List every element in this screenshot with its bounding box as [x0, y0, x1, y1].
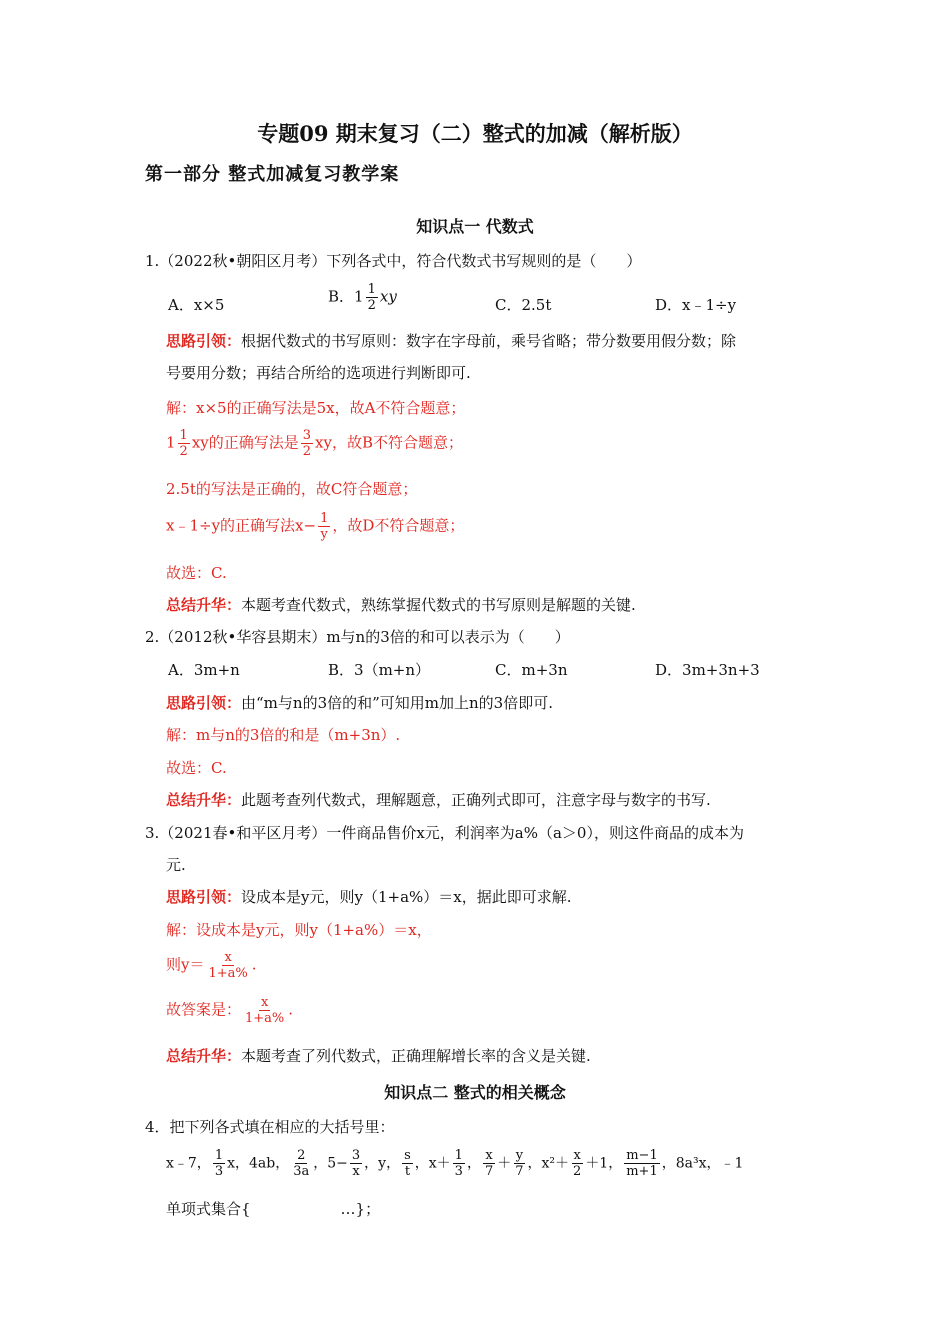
fraction-denominator: 3a [293, 1164, 310, 1179]
answer-text: 故答案是： [166, 1000, 242, 1019]
summary-label: 总结升华： [166, 791, 242, 809]
fraction-numerator: 1 [367, 282, 376, 297]
q3-stem: 3.（2021春•和平区月考）一件商品售价x元，利润率为a%（a＞0），则这件商品的成本为 [145, 824, 744, 842]
q1-option-b [328, 282, 397, 313]
fraction-denominator: x [352, 1164, 360, 1179]
fraction-numerator: 1 [214, 1148, 224, 1163]
q2-summary [166, 789, 711, 811]
q1-solution-2 [166, 428, 463, 459]
expr-text: ＋1， [585, 1155, 623, 1172]
q1-summary [166, 594, 636, 616]
fraction-numerator: 2 [297, 1148, 306, 1163]
fraction-numerator: s [404, 1148, 411, 1163]
fraction-denominator: 3 [214, 1164, 224, 1179]
q1-stem: 1.（2022秋•朝阳区月考）下列各式中，符合代数式书写规则的是（ ） [145, 252, 642, 270]
fraction-denominator: 7 [484, 1164, 494, 1179]
q2-option-b: B．3（m+n） [328, 661, 431, 679]
idea-text: 根据代数式的书写原则：数字在字母前，乘号省略；带分数要用假分数；除 [241, 332, 737, 350]
idea-label: 思路引领： [166, 694, 242, 712]
fraction-denominator: m+1 [626, 1164, 658, 1179]
expr-fraction [350, 1148, 362, 1179]
q2-choose: 故选：C. [166, 759, 227, 777]
expr-text: ，x＋ [414, 1155, 451, 1172]
expr-text: x﹣7， [166, 1155, 211, 1172]
q1-option-c: C．2.5t [495, 296, 552, 314]
knowledge-point-1: 知识点一 代数式 [416, 217, 534, 236]
expr-fraction [291, 1148, 311, 1179]
sol-fraction [178, 428, 190, 459]
expr-fraction [213, 1148, 225, 1179]
fraction-numerator: y [515, 1148, 524, 1163]
expr-text: ，8a³x，﹣1 [661, 1155, 744, 1172]
fraction-numerator: 3 [351, 1148, 361, 1163]
q1-solution-3: 2.5t的写法是正确的，故C符合题意； [166, 480, 418, 498]
fraction-denominator: 2 [179, 444, 188, 459]
fraction-denominator: 1+a% [208, 966, 248, 981]
expr-fraction [513, 1148, 525, 1179]
sol-text: xy，故B不符合题意； [315, 433, 464, 452]
fraction-numerator: x [485, 1148, 493, 1163]
fraction-numerator: 1 [320, 511, 329, 526]
fraction-numerator: x [573, 1148, 581, 1163]
answer-fraction [243, 995, 286, 1026]
q1-solution-4 [166, 511, 464, 542]
sol-text: x﹣1÷y的正确写法x− [166, 516, 317, 535]
summary-text: 本题考查代数式，熟练掌握代数式的书写原则是解题的关键. [241, 596, 636, 614]
expr-fraction [402, 1148, 413, 1179]
fraction-denominator: 7 [515, 1164, 524, 1179]
fraction-numerator: m−1 [626, 1148, 658, 1163]
expr-fraction [483, 1148, 495, 1179]
summary-label: 总结升华： [166, 1047, 242, 1065]
sol-fraction [301, 428, 313, 459]
q1-option-a: A．x×5 [168, 296, 225, 314]
part-heading: 第一部分 整式加减复习教学案 [145, 164, 400, 185]
q3-summary [166, 1045, 591, 1067]
q4-expressions [166, 1148, 743, 1179]
expr-text: ，y， [364, 1155, 401, 1172]
q2-stem: 2.（2012秋•华容县期末）m与n的3倍的和可以表示为（ ） [145, 628, 570, 646]
q1-solution-1: 解：x×5的正确写法是5x，故A不符合题意； [166, 399, 466, 417]
q2-idea [166, 692, 553, 714]
q2-option-a: A．3m+n [168, 661, 240, 679]
fraction-denominator: 1+a% [245, 1011, 285, 1026]
fraction-denominator: 3 [454, 1164, 463, 1179]
fraction-numerator: x [224, 950, 232, 965]
fraction-denominator: t [404, 1164, 411, 1179]
sol-text: . [251, 955, 257, 974]
sol-fraction [318, 511, 330, 542]
q1-idea [166, 330, 736, 352]
idea-label: 思路引领： [166, 888, 242, 906]
summary-text: 此题考查列代数式，理解题意，正确列式即可，注意字母与数字的书写. [241, 791, 711, 809]
sol-text: 1 [166, 433, 176, 452]
summary-label: 总结升华： [166, 596, 242, 614]
sol-fraction [206, 950, 249, 981]
q1-idea-cont: 号要用分数；再结合所给的选项进行判断即可. [166, 364, 471, 382]
sol-text: xy的正确写法是 [191, 433, 299, 452]
expr-text: ， [466, 1155, 481, 1172]
summary-text: 本题考查了列代数式，正确理解增长率的含义是关键. [241, 1047, 591, 1065]
page-title: 专题09 期末复习（二）整式的加减（解析版） [257, 121, 693, 146]
expr-text: x，4ab， [227, 1155, 290, 1172]
expr-fraction [624, 1148, 660, 1179]
expr-text: ，5− [313, 1155, 348, 1172]
q1-option-b-prefix: B．1 [328, 287, 364, 306]
q4-stem: 4．把下列各式填在相应的大括号里： [145, 1118, 395, 1136]
expr-fraction [453, 1148, 465, 1179]
sol-text: ，故D不符合题意； [332, 516, 465, 535]
fraction-numerator: 3 [302, 428, 312, 443]
fraction-denominator: 2 [367, 298, 376, 313]
fraction-denominator: y [320, 527, 328, 542]
q2-option-d: D．3m+3n+3 [655, 661, 760, 679]
q1-option-d: D．x﹣1÷y [655, 296, 737, 314]
idea-label: 思路引领： [166, 332, 242, 350]
expr-fraction [571, 1148, 583, 1179]
q1-choose: 故选：C. [166, 564, 227, 582]
fraction-numerator: x [260, 995, 269, 1010]
q3-idea [166, 886, 572, 908]
fraction-denominator: 2 [573, 1164, 582, 1179]
expr-text: ＋ [497, 1155, 512, 1172]
fraction-numerator: 1 [454, 1148, 463, 1163]
answer-text: . [288, 1000, 294, 1019]
sol-text: 则y＝ [166, 955, 205, 974]
q4-monomial-set: 单项式集合{ …}； [166, 1200, 381, 1218]
q2-option-c: C．m+3n [495, 661, 568, 679]
idea-text: 由“m与n的3倍的和”可知用m加上n的3倍即可. [241, 694, 553, 712]
idea-text: 设成本是y元，则y（1+a%）＝x，据此即可求解. [241, 888, 572, 906]
q3-solution-1: 解：设成本是y元，则y（1+a%）＝x， [166, 921, 432, 939]
q1-option-b-fraction [366, 282, 378, 313]
q3-stem-cont: 元. [166, 856, 186, 874]
fraction-denominator: 2 [302, 444, 312, 459]
q1-option-b-suffix: xy [379, 287, 397, 306]
q2-solution: 解：m与n的3倍的和是（m+3n）. [166, 726, 401, 744]
fraction-numerator: 1 [179, 428, 188, 443]
q3-solution-2 [166, 950, 257, 981]
knowledge-point-2: 知识点二 整式的相关概念 [384, 1083, 566, 1102]
expr-text: ，x²＋ [527, 1155, 570, 1172]
q3-answer [166, 995, 293, 1026]
